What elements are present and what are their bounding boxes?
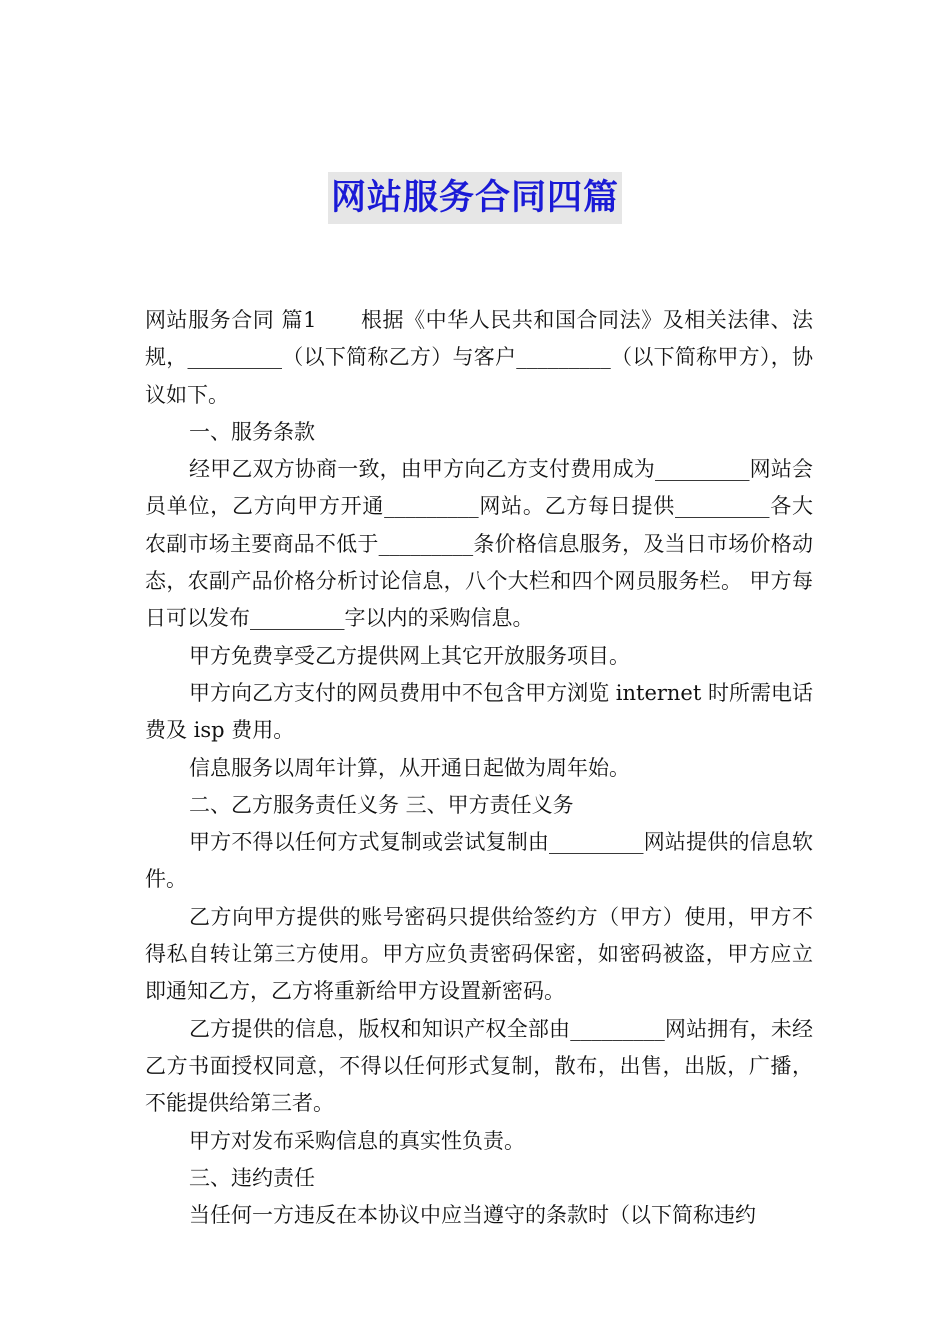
document-title: 网站服务合同四篇 bbox=[328, 172, 622, 224]
paragraph: 甲方不得以任何方式复制或尝试复制由_________网站提供的信息软件。 bbox=[145, 830, 813, 892]
document-body bbox=[145, 302, 813, 1234]
paragraph: 当任何一方违反在本协议中应当遵守的条款时（以下简称违约 bbox=[189, 1203, 756, 1228]
contract-heading: 网站服务合同 篇1 bbox=[145, 308, 317, 332]
paragraph: 经甲乙双方协商一致，由甲方向乙方支付费用成为_________网站会员单位，乙方向甲方开通_________网站。乙方每日提供_________各大农副市场主要商品不低于_________条价格信息服务，及当日市场价格动态，农副产品价格分析讨论信息，八个大栏和四个网员服务栏。 甲方每日可以发布_________字以内的采购信息。 bbox=[145, 457, 813, 631]
paragraph: 甲方免费享受乙方提供网上其它开放服务项目。 bbox=[189, 643, 630, 668]
paragraph: 甲方向乙方支付的网员费用中不包含甲方浏览 internet 时所需电话费及 isp 费用。 bbox=[145, 680, 813, 743]
section-heading-2: 二、乙方服务责任义务 三、甲方责任义务 bbox=[189, 792, 574, 817]
paragraph-intro bbox=[145, 302, 813, 414]
paragraph: 甲方对发布采购信息的真实性负责。 bbox=[189, 1128, 525, 1153]
section-heading-3: 三、违约责任 bbox=[189, 1165, 315, 1190]
paragraph: 信息服务以周年计算，从开通日起做为周年始。 bbox=[189, 755, 630, 780]
paragraph: 乙方向甲方提供的账号密码只提供给签约方（甲方）使用，甲方不得私自转让第三方使用。甲方应负责密码保密，如密码被盗，甲方应立即通知乙方，乙方将重新给甲方设置新密码。 bbox=[145, 904, 813, 1004]
paragraph: 乙方提供的信息，版权和知识产权全部由_________网站拥有，未经乙方书面授权同意，不得以任何形式复制，散布，出售，出版，广播，不能提供给第三者。 bbox=[145, 1016, 813, 1116]
intro-text: 根据《中华人民共和国合同法》及相关法律、法规，_________（以下简称乙方）与客户_________（以下简称甲方），协议如下。 bbox=[145, 308, 813, 407]
section-heading-1: 一、服务条款 bbox=[189, 419, 315, 444]
document-title-block bbox=[0, 172, 950, 224]
